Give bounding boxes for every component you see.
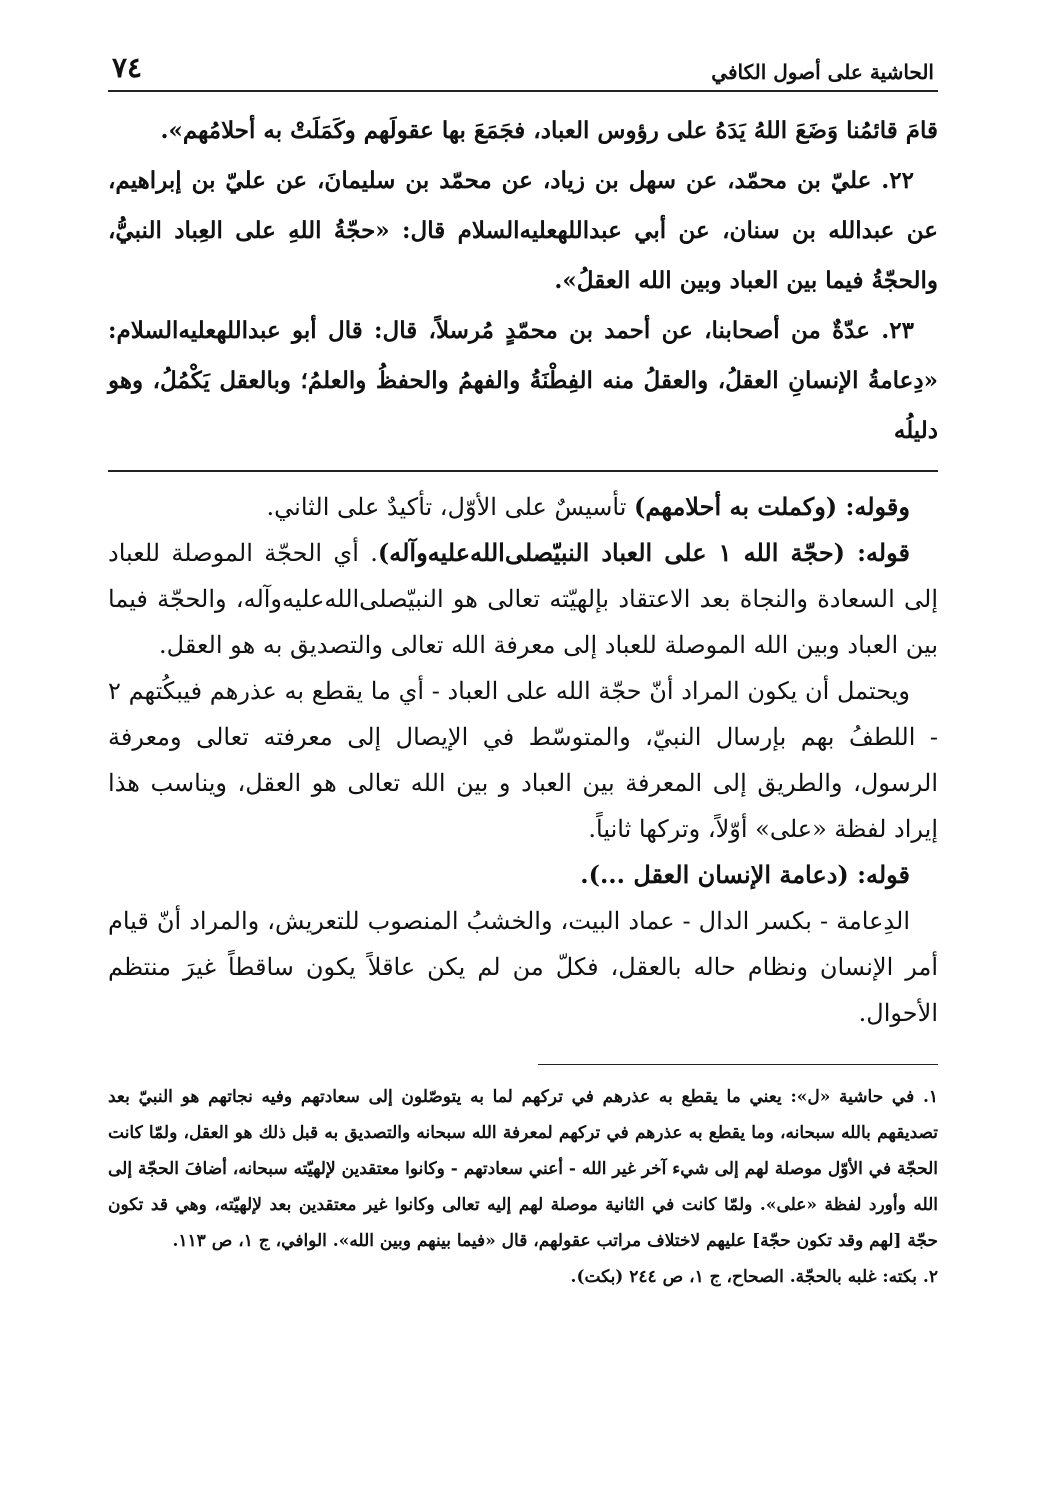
footnote-1: ١. في حاشية «ل»: يعني ما يقطع به عذرهم في تركهم لما به يتوصّلون إلى سعادتهم وفيه نجاتهم هو النبيّ بعد تصديقهم بالله سبحانه، وما يقطع به عذرهم في تركهم لمعرفة الله سبحانه والتصديق به قبل ذلك هو العقل، ولمّا كانت الحجّة في الأوّل موصلة لهم إلى شيء آخر غير الله - أعني سعادتهم - وكانوا معتقدين لإلهيّته سبحانه، أضافَ الحجّة إلى الله وأورد لفظة «على». ولمّا كانت في الثانية موصلة لهم إليه تعالى وكانوا غير معتقدين بعد لإلهيّته، وهي قد تكون حجّة [لهم وقد تكون حجّة] عليهم لاختلاف مراتب عقولهم، قال «فيما بينهم وبين الله». الوافي، ج ١، ص ١١٣. (108, 1087, 938, 1251)
page (108, 44, 938, 1295)
section-divider (108, 470, 938, 472)
commentary-section (108, 484, 938, 1036)
footnotes-section (108, 1079, 938, 1295)
commentary-paragraph-4 (108, 852, 938, 898)
commentary-paragraph-1 (108, 484, 938, 530)
hadith-continuation: قامَ قائمُنا وَضَعَ اللهُ يَدَهُ على رؤوس العباد، فجَمَعَ بها عقولَهم وكَمَلَتْ به أحلامُهم». (160, 117, 938, 144)
commentary-label-2: قوله: (حجّة الله ١ على العباد النبيّصلى‌الله‌عليه‌وآله) (377, 538, 910, 567)
hadith-23: ٢٣. عدّةٌ من أصحابنا، عن أحمد بن محمّدٍ مُرسلاً، قال: قال أبو عبداللهعليه‌السلام: «دِعامةُ الإنسانِ العقلُ، والعقلُ منه الفِطْنَةُ والفهمُ والحفظُ والعلمُ؛ وبالعقل يَكْمُلُ، وهو دليلُه (108, 317, 938, 444)
footnote-rule (538, 1064, 938, 1065)
commentary-paragraph-3: ويحتمل أن يكون المراد أنّ حجّة الله على العباد - أي ما يقطع به عذرهم فيبكُتهم ٢ - اللطفُ بهم بإرسال النبيّ، والمتوسّط في الإيصال إلى معرفته تعالى ومعرفة الرسول، والطريق إلى المعرفة بين العباد و بين الله تعالى هو العقل، ويناسب هذا إيراد لفظة «على» أوّلاً، وتركها ثانياً. (108, 677, 938, 843)
commentary-label-1: وقوله: (وكملت به أحلامهم) (634, 492, 910, 521)
header-rule (108, 90, 938, 92)
book-title: الحاشية على أصول الكافي (711, 60, 934, 84)
page-number: ٧٤ (112, 51, 143, 84)
commentary-text-2: . أي الحجّة الموصلة للعباد إلى السعادة والنجاة بعد الاعتقاد بإلهيّته تعالى هو النبيّصلى‌الله‌عليه‌وآله، والحجّة فيما بين العباد وبين الله الموصلة للعباد إلى معرفة الله تعالى والتصديق به هو العقل. (108, 539, 938, 659)
commentary-paragraph-5: الدِعامة - بكسر الدال - عماد البيت، والخشبُ المنصوب للتعريش، والمراد أنّ قيام أمر الإنسان ونظام حاله بالعقل، فكلّ من لم يكن عاقلاً يكون ساقطاً غيرَ منتظم الأحوال. (108, 907, 938, 1027)
footnote-2: ٢. بكته: غلبه بالحجّة. الصحاح، ج ١، ص ٢٤٤ (بكت). (570, 1267, 938, 1287)
page-header (108, 44, 938, 84)
hadith-section (108, 106, 938, 456)
commentary-label-4: قوله: (دعامة الإنسان العقل ...). (580, 860, 910, 889)
hadith-22: ٢٢. عليّ بن محمّد، عن سهل بن زياد، عن محمّد بن سليمانَ، عن عليّ بن إبراهيم، عن عبدالله بن سنان، عن أبي عبداللهعليه‌السلام قال: «حجّةُ اللهِ على العِباد النبيُّ، والحجّةُ فيما بين العباد وبين الله العقلُ». (108, 167, 938, 294)
commentary-text-1: تأسيسٌ على الأوّل، تأكيدٌ على الثاني. (266, 493, 635, 521)
commentary-paragraph-2 (108, 530, 938, 668)
